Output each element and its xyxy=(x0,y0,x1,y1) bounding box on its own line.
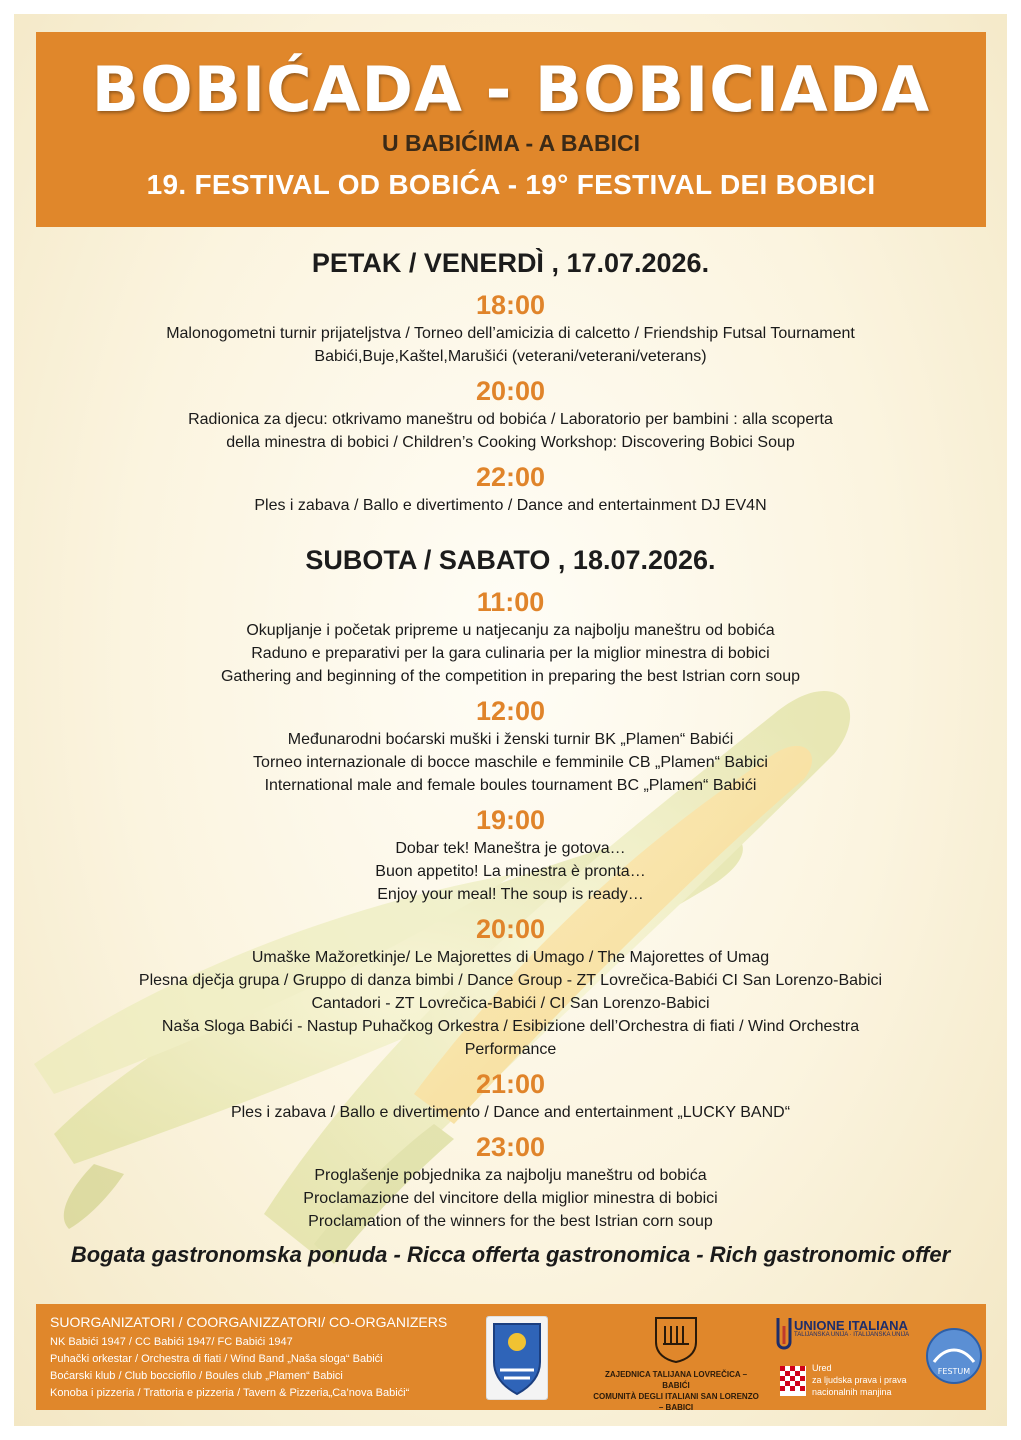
poster-title: BOBIĆADA - BOBICIADA xyxy=(91,53,931,126)
event-line: Radionica za djecu: otkrivamo maneštru od bobića / Laboratorio per bambini : alla scoperta xyxy=(188,411,833,428)
event-time: 11:00 xyxy=(476,587,545,617)
event-line: Performance xyxy=(464,1041,557,1058)
event xyxy=(14,694,1007,797)
zt-lovrecica-logo-icon xyxy=(651,1314,701,1364)
organizer-line: NK Babići 1947 / CC Babići 1947/ FC Babići 1947 xyxy=(50,1336,293,1348)
croatian-coat-of-arms-icon xyxy=(780,1366,806,1396)
event xyxy=(14,803,1007,906)
event-line: Međunarodni boćarski muški i ženski turnir BK „Plamen“ Babići xyxy=(287,731,734,748)
event-line: Dobar tek! Maneštra je gotova… xyxy=(395,840,626,857)
umag-coat-of-arms-icon xyxy=(486,1316,548,1400)
event-line: Raduno e preparativi per la gara culinaria per la miglior minestra di bobici xyxy=(251,645,770,662)
event-line: Babići,Buje,Kaštel,Marušići (veterani/veterani/veterans) xyxy=(314,348,707,365)
event-time: 20:00 xyxy=(475,914,546,944)
event-time: 19:00 xyxy=(475,805,546,835)
event-line: Torneo internazionale di bocce maschile e femminile CB „Plamen“ Babici xyxy=(253,754,768,771)
unione-italiana-logo xyxy=(776,1312,916,1407)
unione-italiana-logo-icon xyxy=(776,1316,792,1356)
poster-subtitle: U BABIĆIMA - A BABICI xyxy=(381,130,641,156)
event-line: Malonogometni turnir prijateljstva / Torneo dell’amicizia di calcetto / Friendship Futsal Tournament xyxy=(166,325,855,342)
zt-name-it: COMUNITÀ DEGLI ITALIANI SAN LORENZO – BABICI xyxy=(593,1392,759,1412)
event-line: Buon appetito! La minestra è pronta… xyxy=(375,863,646,880)
event xyxy=(14,1067,1007,1124)
event-line: Okupljanje i početak pripreme u natjecanju za najbolju maneštru od bobića xyxy=(246,622,775,639)
ured-text xyxy=(812,1362,907,1398)
zt-lovrecica-logo xyxy=(591,1314,761,1412)
event-time: 12:00 xyxy=(475,696,546,726)
event-line: Proclamazione del vincitore della miglior minestra di bobici xyxy=(303,1190,718,1207)
festum-label: FESTUM xyxy=(937,1367,971,1376)
day-friday xyxy=(14,244,1007,517)
event-line: Ples i zabava / Ballo e divertimento / Dance and entertainment „LUCKY BAND“ xyxy=(230,1104,791,1121)
organizer-line: Konoba i pizzeria / Trattoria e pizzeria / Tavern & Pizzeria„Ca’nova Babići“ xyxy=(50,1387,410,1399)
organizers-title: SUORGANIZATORI / COORGANIZZATORI/ CO-ORGANIZERS xyxy=(50,1314,448,1330)
footer-banner xyxy=(36,1304,986,1410)
event-time: 21:00 xyxy=(475,1069,546,1099)
event-line: Umaške Mažoretkinje/ Le Majorettes di Umago / The Majorettes of Umag xyxy=(251,949,770,966)
event-line: Plesna dječja grupa / Gruppo di danza bimbi / Dance Group - ZT Lovrečica-Babići CI San Lorenzo-Babici xyxy=(138,972,883,989)
event-time: 20:00 xyxy=(475,376,546,406)
day-label: SUBOTA / SABATO , 18.07.2026. xyxy=(305,545,716,575)
organizers-list xyxy=(50,1334,409,1402)
event xyxy=(14,912,1007,1061)
event-time: 23:00 xyxy=(475,1132,546,1162)
event-line: Proclamation of the winners for the best Istrian corn soup xyxy=(308,1213,713,1230)
event xyxy=(14,374,1007,454)
festival-edition: 19. FESTIVAL OD BOBIĆA - 19° FESTIVAL DEI BOBICI xyxy=(146,169,876,200)
gastronomic-offer: Bogata gastronomska ponuda - Ricca offerta gastronomica - Rich gastronomic offer xyxy=(70,1242,951,1267)
ured-line: Ured xyxy=(812,1363,832,1373)
event xyxy=(14,460,1007,517)
event-line: Naša Sloga Babići - Nastup Puhačkog Orkestra / Esibizione dell’Orchestra di fiati / Wind Orchestra xyxy=(161,1018,860,1035)
event-line: Proglašenje pobjednika za najbolju maneštru od bobića xyxy=(314,1167,707,1184)
unione-italiana-subtitle: TALIJANSKA UNIJA · ITALIJANSKA UNIJA xyxy=(794,1332,910,1338)
day-label: PETAK / VENERDÌ , 17.07.2026. xyxy=(311,248,710,278)
event-time: 22:00 xyxy=(475,462,546,492)
event-time: 18:00 xyxy=(475,290,546,320)
ured-line: za ljudska prava i prava xyxy=(812,1375,907,1385)
unione-italiana-name: UNIONE ITALIANA xyxy=(794,1318,908,1333)
organizer-line: Boćarski klub / Club bocciofilo / Boules club „Plamen“ Babici xyxy=(50,1370,343,1382)
ured-line: nacionalnih manjina xyxy=(812,1387,892,1397)
event xyxy=(14,288,1007,368)
event-line: Enjoy your meal! The soup is ready… xyxy=(377,886,644,903)
event-line: della minestra di bobici / Children’s Cooking Workshop: Discovering Bobici Soup xyxy=(226,434,795,451)
festival-poster xyxy=(14,14,1007,1426)
header-banner xyxy=(36,32,986,227)
day-saturday xyxy=(14,541,1007,1233)
festum-logo-icon xyxy=(924,1316,984,1400)
event xyxy=(14,585,1007,688)
zt-name-hr: ZAJEDNICA TALIJANA LOVREČICA – BABIĆI xyxy=(604,1370,748,1390)
event xyxy=(14,1130,1007,1233)
event-line: International male and female boules tournament BC „Plamen“ Babići xyxy=(264,777,757,794)
program-schedule xyxy=(14,244,1007,1233)
event-line: Gathering and beginning of the competition in preparing the best Istrian corn soup xyxy=(220,668,801,685)
event-line: Cantadori - ZT Lovrečica-Babići / CI San Lorenzo-Babici xyxy=(311,995,710,1012)
event-line: Ples i zabava / Ballo e divertimento / Dance and entertainment DJ EV4N xyxy=(254,497,767,514)
organizer-line: Puhački orkestar / Orchestra di fiati / Wind Band „Naša sloga“ Babići xyxy=(50,1353,383,1365)
